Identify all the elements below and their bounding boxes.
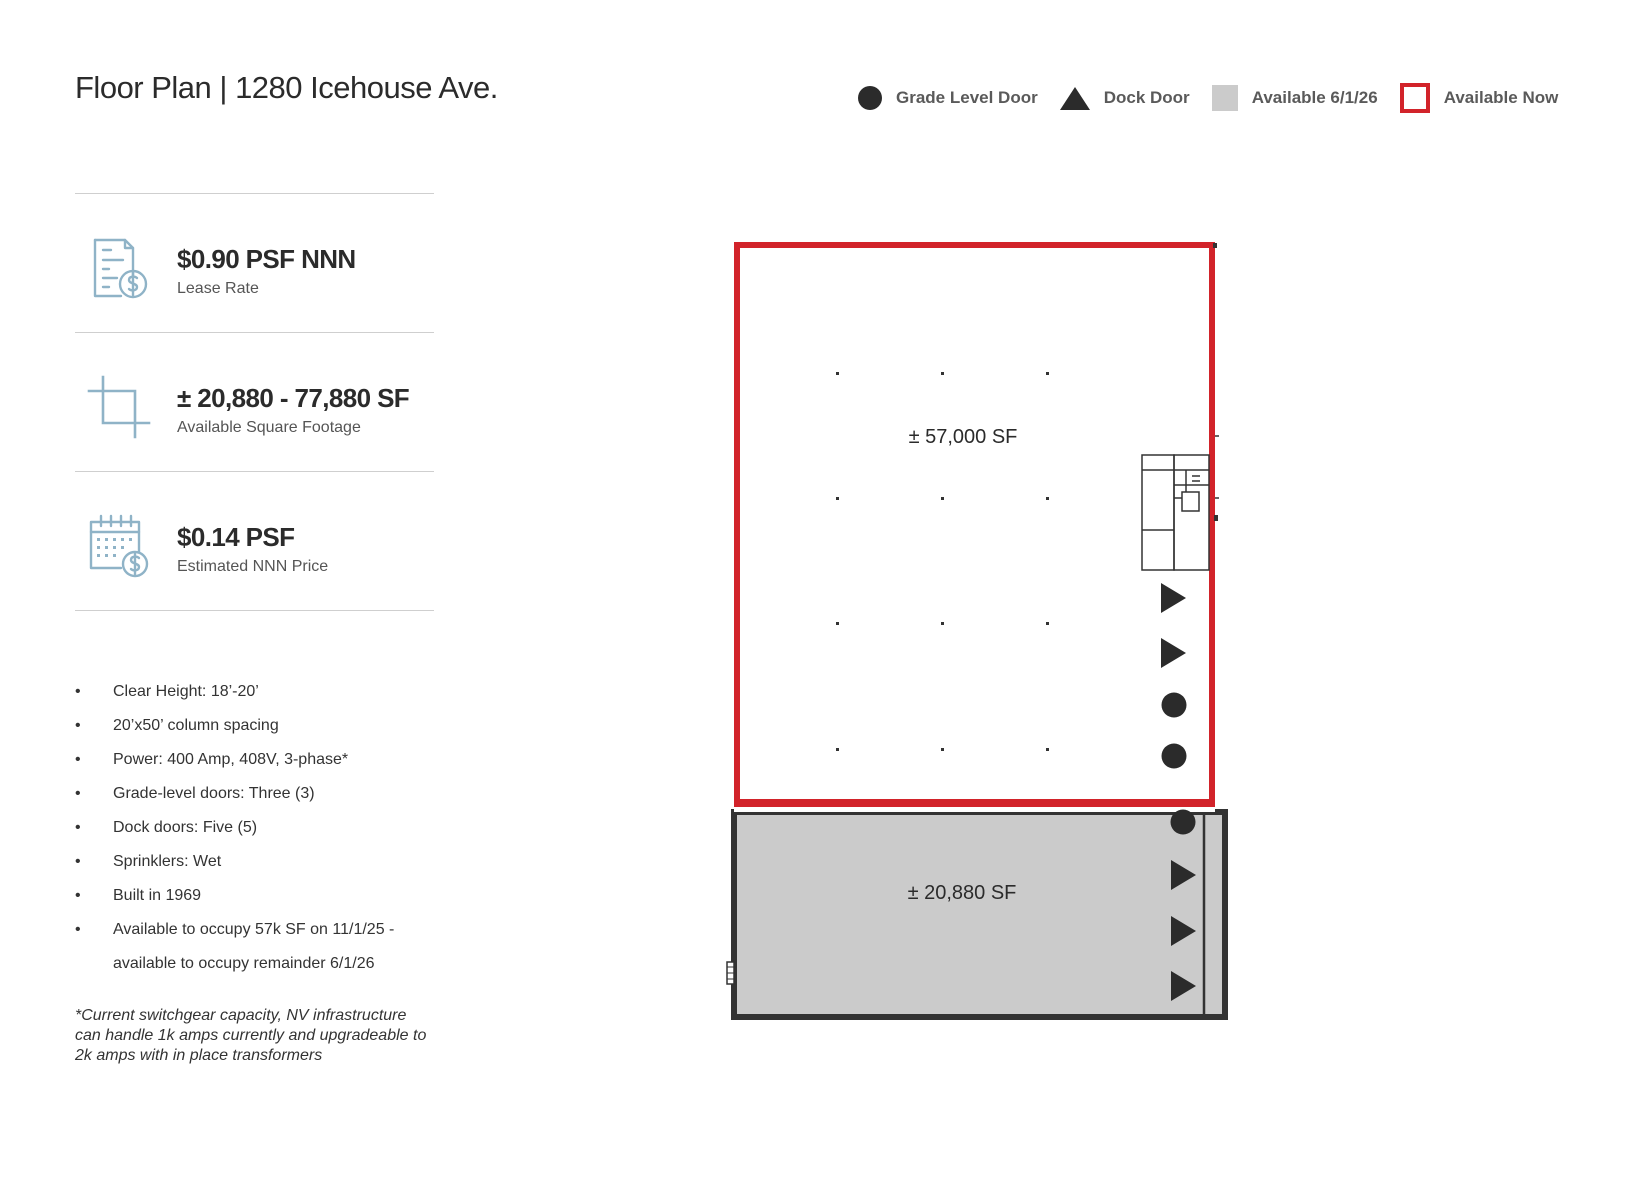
- stat-lease-rate: [75, 218, 435, 318]
- list-item: • Available to occupy 57k SF on 11/1/25 - available to occupy remainder 6/1/26: [75, 913, 445, 981]
- red-outline-square-icon: [1400, 83, 1430, 113]
- list-item: • Built in 1969: [75, 886, 445, 906]
- upper-unit: [737, 245, 1212, 802]
- divider: [75, 471, 434, 472]
- grade-level-door-icon: [1162, 744, 1187, 769]
- stat-label: Lease Rate: [177, 280, 259, 297]
- stat-value: ± 20,880 - 77,880 SF: [177, 383, 410, 413]
- divider: [75, 332, 434, 333]
- grade-level-door-icon: [1162, 693, 1187, 718]
- column-marker: [1046, 622, 1049, 625]
- document-dollar-icon: [87, 236, 151, 300]
- floor-plan: [720, 240, 1260, 1060]
- circle-icon: [858, 86, 882, 110]
- column-marker: [1046, 497, 1049, 500]
- divider: [75, 610, 434, 611]
- column-marker: [836, 497, 839, 500]
- legend-label: Available Now: [1443, 88, 1559, 107]
- column-marker: [1046, 372, 1049, 375]
- gray-square-icon: [1212, 85, 1238, 111]
- legend: [858, 80, 1558, 116]
- triangle-icon: [1060, 87, 1090, 110]
- legend-item-available-later: [1212, 85, 1378, 111]
- list-item: • Clear Height: 18’-20’: [75, 682, 445, 702]
- column-marker: [836, 622, 839, 625]
- column-marker: [836, 748, 839, 751]
- legend-item-dock-door: [1060, 87, 1190, 110]
- legend-label: Available 6/1/26: [1251, 88, 1378, 107]
- column-marker: [941, 372, 944, 375]
- lower-unit: [734, 812, 1225, 1017]
- list-item: • Sprinklers: Wet: [75, 852, 445, 872]
- column-marker: [1046, 748, 1049, 751]
- stat-nnn-price: [75, 496, 435, 596]
- legend-item-grade-level-door: [858, 86, 1038, 110]
- stat-value: $0.14 PSF: [177, 522, 295, 552]
- calendar-dollar-icon: [87, 514, 151, 578]
- list-item: • Dock doors: Five (5): [75, 818, 445, 838]
- legend-item-available-now: [1400, 83, 1559, 113]
- crop-icon: [87, 375, 151, 439]
- feature-list: [75, 682, 445, 995]
- column-marker: [941, 497, 944, 500]
- column-marker: [941, 748, 944, 751]
- list-item: • Grade-level doors: Three (3): [75, 784, 445, 804]
- legend-label: Dock Door: [1103, 88, 1190, 107]
- stat-label: Available Square Footage: [177, 419, 361, 436]
- upper-area-label: ± 57,000 SF: [908, 426, 1018, 448]
- footnote: *Current switchgear capacity, NV infrastructure can handle 1k amps currently and upgradeable to 2k amps with in place transformers: [75, 1007, 427, 1064]
- lower-area-label: ± 20,880 SF: [907, 882, 1017, 904]
- column-marker: [836, 372, 839, 375]
- column-marker: [941, 622, 944, 625]
- legend-label: Grade Level Door: [896, 88, 1038, 107]
- list-item: • Power: 400 Amp, 408V, 3-phase*: [75, 750, 445, 770]
- divider: [75, 193, 434, 194]
- stat-value: $0.90 PSF NNN: [177, 244, 356, 274]
- stat-label: Estimated NNN Price: [177, 558, 329, 575]
- page-title: Floor Plan | 1280 Icehouse Ave.: [75, 70, 498, 105]
- list-item: • 20’x50’ column spacing: [75, 716, 445, 736]
- stat-square-footage: [75, 357, 435, 457]
- grade-level-door-icon: [1171, 810, 1196, 835]
